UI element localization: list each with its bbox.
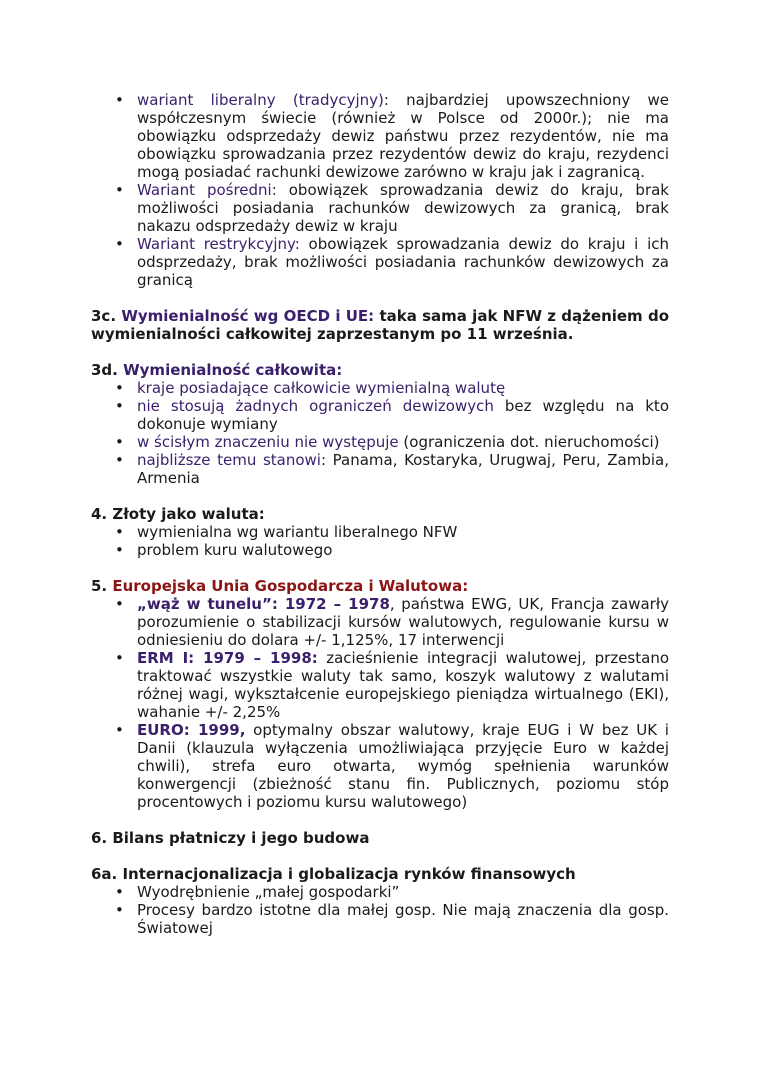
heading-title: Wymienialność wg OECD i UE: [121, 307, 375, 325]
item-text: , państwa EWG, UK, Francja zawarły porozumienie o stabilizacji kursów walutowych, regulowanie kursu w odniesieniu do dolara +/- 1,125%, 17 interwencji [137, 595, 669, 649]
item-text: zacieśnienie integracji walutowej, przestano traktować wszystkie waluty tak samo, koszyk walutowy z walutami różnej wagi, wykształcenie europejskiego pieniądza wirtualnego (EKI), wahanie +/- 2,25% [137, 649, 670, 721]
term: w ścisłym znaczeniu nie występuje [137, 433, 399, 451]
term: Wariant pośredni: [137, 181, 277, 199]
heading-number: 3c. [91, 307, 122, 325]
heading-4: 4. Złoty jako waluta: [91, 505, 265, 523]
item-text: (ograniczenia dot. nieruchomości) [398, 433, 660, 451]
list-item: • Procesy bardzo istotne dla małej gosp. Nie mają znaczenia dla gosp. Światowej [137, 901, 669, 937]
s6a-list [91, 883, 669, 937]
term: ERM I: 1979 – 1998: [137, 649, 318, 667]
heading-title: Europejska Unia Gospodarcza i Walutowa: [112, 577, 469, 595]
list-item [137, 451, 669, 487]
list-item [137, 235, 669, 289]
heading-number: 5. [91, 577, 113, 595]
heading-number: 3d. [91, 361, 124, 379]
term: nie stosują żadnych ograniczeń dewizowych [137, 397, 494, 415]
heading-text: taka sama jak NFW z dążeniem do wymienialności całkowitej zaprzestanym po 11 września. [91, 307, 670, 343]
list-item [137, 595, 669, 649]
s5-list [91, 595, 669, 811]
term: Wariant restrykcyjny: [137, 235, 300, 253]
term: kraje posiadające całkowicie wymienialną walutę [137, 379, 506, 397]
list-item: • problem kuru walutowego [137, 541, 669, 559]
list-item [137, 181, 669, 235]
list-item [137, 397, 669, 433]
heading-3c [91, 307, 669, 343]
item-text: obowiązek sprowadzania dewiz do kraju i ich odsprzedaży, brak możliwości posiadania rachunków dewizowych za granicą [137, 235, 669, 289]
list-item [137, 91, 669, 181]
heading-3d [91, 361, 669, 379]
heading-6: 6. Bilans płatniczy i jego budowa [91, 829, 370, 847]
item-text: : Panama, Kostaryka, Urugwaj, Peru, Zambia, Armenia [137, 451, 669, 487]
list-item [137, 379, 669, 397]
item-text: : najbardziej upowszechniony we współczesnym świecie (również w Polsce od 2000r.); nie ma obowiązku odsprzedaży dewiz państwu przez rezydentów, nie ma obowiązku sprowadzania przez rezydentów dewiz do kraju, rezydenci mogą posiadać rachunki dewizowe zarówno w kraju jak i zagranicą. [137, 91, 669, 181]
heading-title: Wymienialność całkowita: [123, 361, 343, 379]
s4-list [91, 523, 669, 559]
list-item: • Wyodrębnienie „małej gospodarki” [137, 883, 669, 901]
list-item [137, 649, 669, 721]
item-text: bez względu na kto dokonuje wymiany [137, 397, 669, 433]
heading-6a: 6a. Internacjonalizacja i globalizacja rynków finansowych [91, 865, 576, 883]
term: wariant liberalny (tradycyjny) [137, 91, 384, 109]
term: „wąż w tunelu”: 1972 – 1978 [137, 595, 390, 613]
list-item [137, 721, 669, 811]
list-item [137, 433, 669, 451]
item-text: obowiązek sprowadzania dewiz do kraju, brak możliwości posiadania rachunków dewizowych za granicą, brak nakazu odsprzedaży dewiz w kraju [137, 181, 669, 235]
term: EURO: 1999, [137, 721, 246, 739]
item-text: optymalny obszar walutowy, kraje EUG i W bez UK i Danii (klauzula wyłączenia umożliwiająca przyjęcie Euro w każdej chwili), strefa euro otwarta, wymóg spełnienia warunków konwergencji (zbieżność stanu fin. Publicznych, poziomu stóp procentowych i poziomu kursu walutowego) [137, 721, 669, 811]
variants-list [91, 91, 669, 289]
document-page [91, 91, 669, 937]
heading-5 [91, 577, 669, 595]
term: najbliższe temu stanowi [137, 451, 321, 469]
list-item: • wymienialna wg wariantu liberalnego NFW [137, 523, 669, 541]
s3d-list [91, 379, 669, 487]
